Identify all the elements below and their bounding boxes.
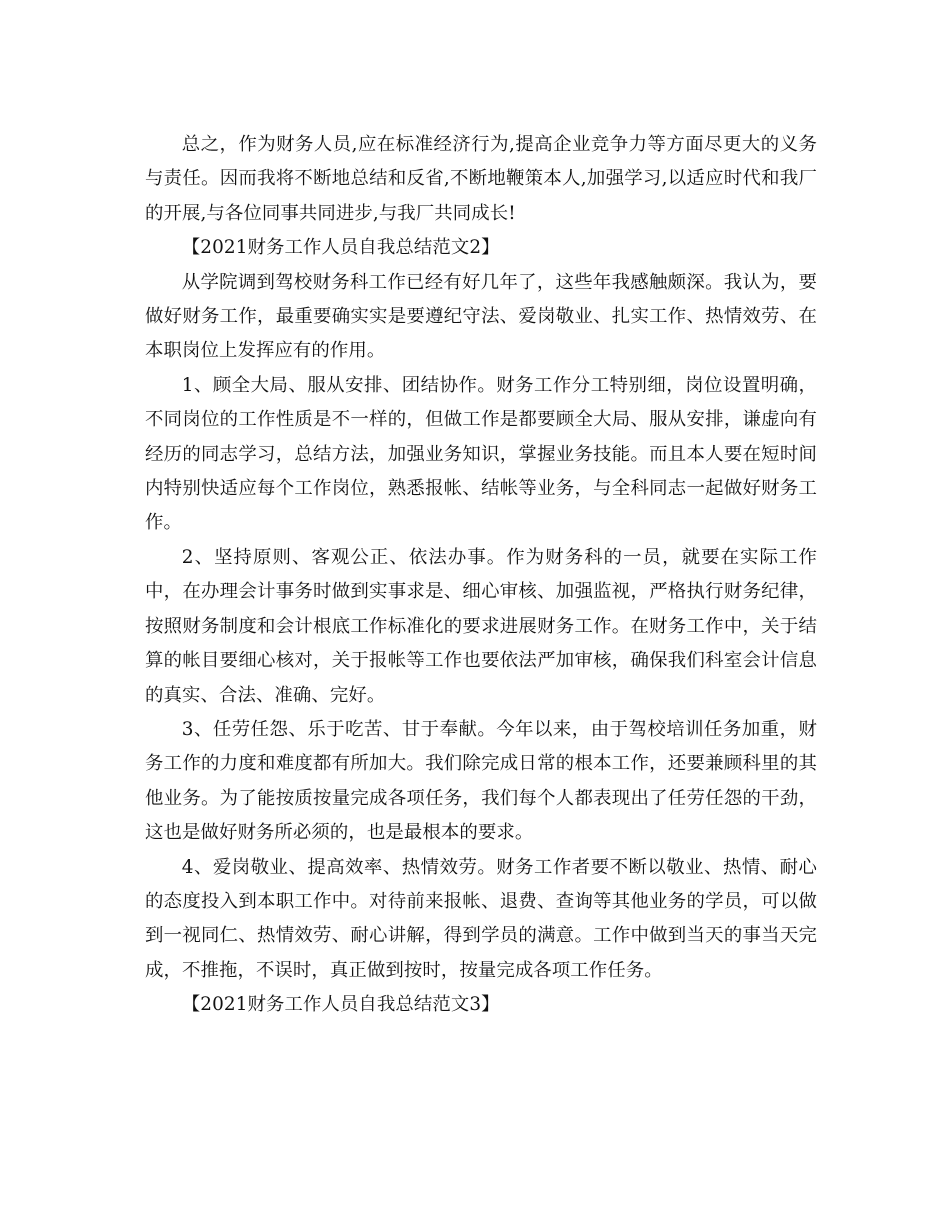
paragraph-point-2: 2、坚持原则、客观公正、依法办事。作为财务科的一员，就要在实际工作中，在办理会计事务时做到实事求是、细心审核、加强监视，严格执行财务纪律，按照财务制度和会计根底工作标准化的要求进展财务工作。在财务工作中，关于结算的帐目要细心核对，关于报帐等工作也要依法严加审核，确保我们科室会计信息的真实、合法、准确、完好。 — [145, 546, 817, 706]
section-heading-2: 【2021财务工作人员自我总结范文2】 — [181, 237, 500, 259]
paragraph-point-4: 4、爱岗敬业、提高效率、热情效劳。财务工作者要不断以敬业、热情、耐心的态度投入到本职工作中。对待前来报帐、退费、查询等其他业务的学员，可以做到一视同仁、热情效劳、耐心讲解，得到学员的满意。工作中做到当天的事当天完成，不推拖，不误时，真正做到按时，按量完成各项工作任务。 — [145, 856, 817, 981]
paragraph-intro: 从学院调到驾校财务科工作已经有好几年了，这些年我感触颇深。我认为，要做好财务工作，最重要确实实是要遵纪守法、爱岗敬业、扎实工作、热情效劳、在本职岗位上发挥应有的作用。 — [145, 271, 817, 362]
section-heading-3: 【2021财务工作人员自我总结范文3】 — [181, 994, 500, 1016]
document-body — [145, 128, 817, 1023]
paragraph-point-1: 1、顾全大局、服从安排、团结协作。财务工作分工特别细，岗位设置明确，不同岗位的工作性质是不一样的，但做工作是都要顾全大局、服从安排，谦虚向有经历的同志学习，总结方法，加强业务知识，掌握业务技能。而且本人要在短时间内特别快适应每个工作岗位，熟悉报帐、结帐等业务，与全科同志一起做好财务工作。 — [145, 374, 817, 534]
paragraph-conclusion: 总之，作为财务人员,应在标准经济行为,提高企业竞争力等方面尽更大的义务与责任。因而我将不断地总结和反省,不断地鞭策本人,加强学习,以适应时代和我厂的开展,与各位同事共同进步,与我厂共同成长! — [145, 134, 817, 224]
paragraph-point-3: 3、任劳任怨、乐于吃苦、甘于奉献。今年以来，由于驾校培训任务加重，财务工作的力度和难度都有所加大。我们除完成日常的根本工作，还要兼顾科里的其他业务。为了能按质按量完成各项任务，我们每个人都表现出了任劳任怨的干劲，这也是做好财务所必须的，也是最根本的要求。 — [145, 718, 817, 844]
